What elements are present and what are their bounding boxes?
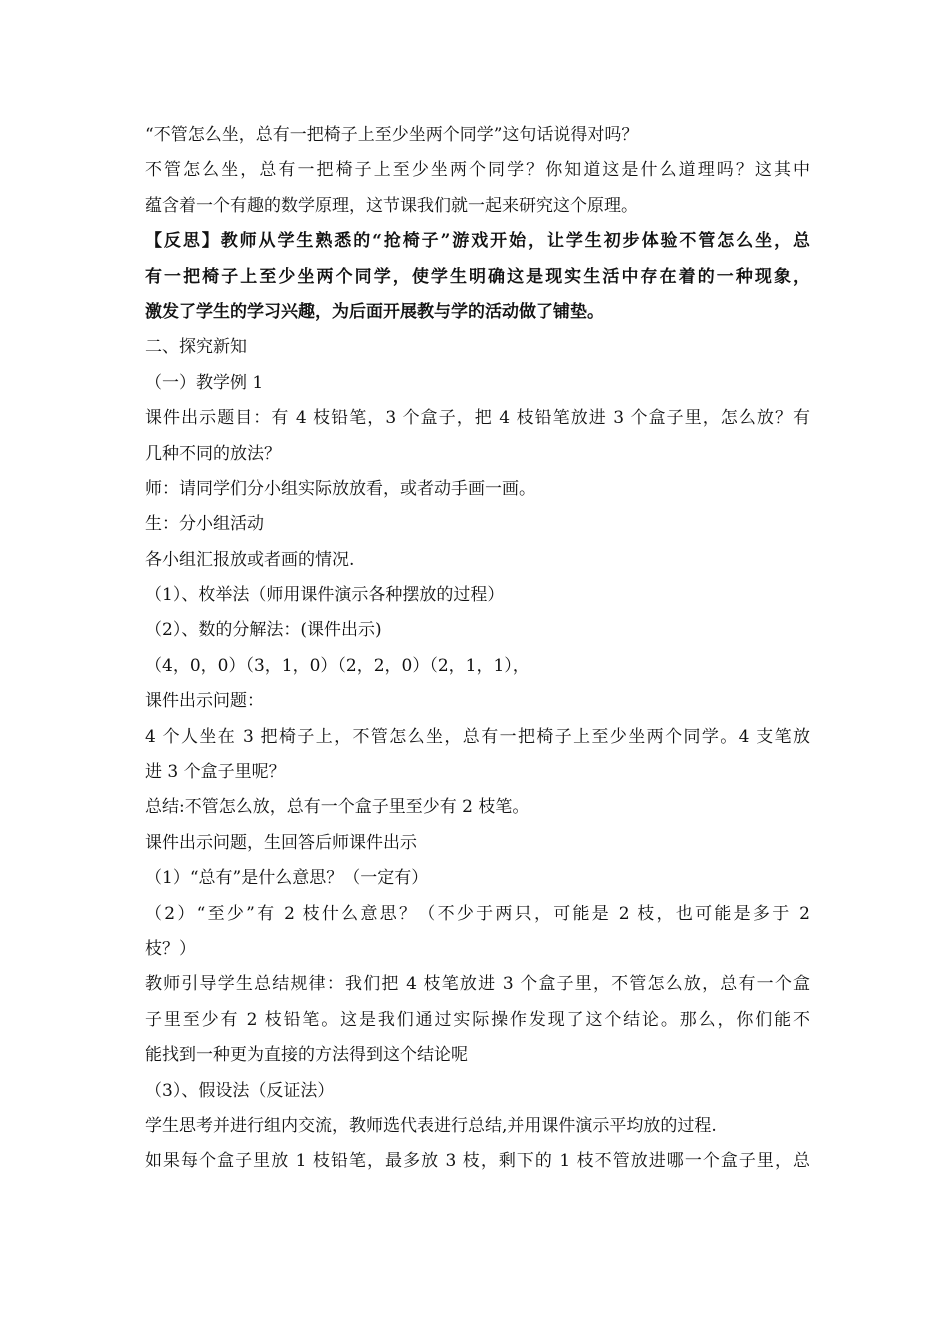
text-line: （一）教学例 1 xyxy=(145,372,264,393)
reflection-line: 激发了学生的学习兴趣，为后面开展教与学的活动做了铺垫。 xyxy=(145,301,604,322)
text-line: 枝？） xyxy=(145,938,196,959)
text-line: 二、探究新知 xyxy=(145,337,247,358)
text-line: 子里至少有 2 枝铅笔。这是我们通过实际操作发现了这个结论。那么，你们能不 xyxy=(145,1009,810,1030)
text-line: （2）“至少”有 2 枝什么意思？（不少于两只，可能是 2 枝，也可能是多于 2 xyxy=(145,903,810,924)
text-line: 生：分小组活动 xyxy=(145,514,264,535)
text-line: 进 3 个盒子里呢？ xyxy=(145,762,286,783)
text-line: 4 个人坐在 3 把椅子上，不管怎么坐，总有一把椅子上至少坐两个同学。4 支笔放 xyxy=(145,726,810,747)
text-line: 如果每个盒子里放 1 枝铅笔，最多放 3 枝，剩下的 1 枝不管放进哪一个盒子里，总 xyxy=(145,1151,810,1172)
document-page xyxy=(145,118,810,1180)
text-line: 师：请同学们分小组实际放放看，或者动手画一画。 xyxy=(145,478,536,499)
text-line: （3）、假设法（反证法） xyxy=(145,1080,335,1101)
text-line: （1）“总有”是什么意思？（一定有） xyxy=(145,868,429,889)
text-line: （4，0，0）（3，1，0）（2，2，0）（2，1，1）， xyxy=(145,655,530,676)
text-line: （1）、枚举法（师用课件演示各种摆放的过程） xyxy=(145,585,505,606)
text-line: 教师引导学生总结规律：我们把 4 枝笔放进 3 个盒子里，不管怎么放，总有一个盒 xyxy=(145,974,810,995)
text-line: 学生思考并进行组内交流，教师选代表进行总结,并用课件演示平均放的过程. xyxy=(145,1115,717,1136)
text-line: 课件出示问题： xyxy=(145,691,264,712)
text-line: （2）、数的分解法：(课件出示) xyxy=(145,620,382,641)
text-line: 蕴含着一个有趣的数学原理，这节课我们就一起来研究这个原理。 xyxy=(145,195,638,216)
text-line: 课件出示问题，生回答后师课件出示 xyxy=(145,832,417,853)
text-line: 课件出示题目：有 4 枝铅笔，3 个盒子，把 4 枝铅笔放进 3 个盒子里，怎么放？有 xyxy=(145,408,810,429)
reflection-line: 【反思】教师从学生熟悉的“抢椅子”游戏开始，让学生初步体验不管怎么坐，总 xyxy=(145,231,810,252)
text-line: 几种不同的放法？ xyxy=(145,443,281,464)
text-line: 不管怎么坐，总有一把椅子上至少坐两个同学？你知道这是什么道理吗？这其中 xyxy=(145,160,810,181)
text-line: “不管怎么坐，总有一把椅子上至少坐两个同学”这句话说得对吗？ xyxy=(145,125,639,145)
reflection-line: 有一把椅子上至少坐两个同学，使学生明确这是现实生活中存在着的一种现象， xyxy=(145,266,810,287)
text-line: 各小组汇报放或者画的情况. xyxy=(145,549,355,570)
text-line: 总结:不管怎么放，总有一个盒子里至少有 2 枝笔。 xyxy=(145,797,530,818)
text-line: 能找到一种更为直接的方法得到这个结论呢 xyxy=(145,1045,468,1066)
